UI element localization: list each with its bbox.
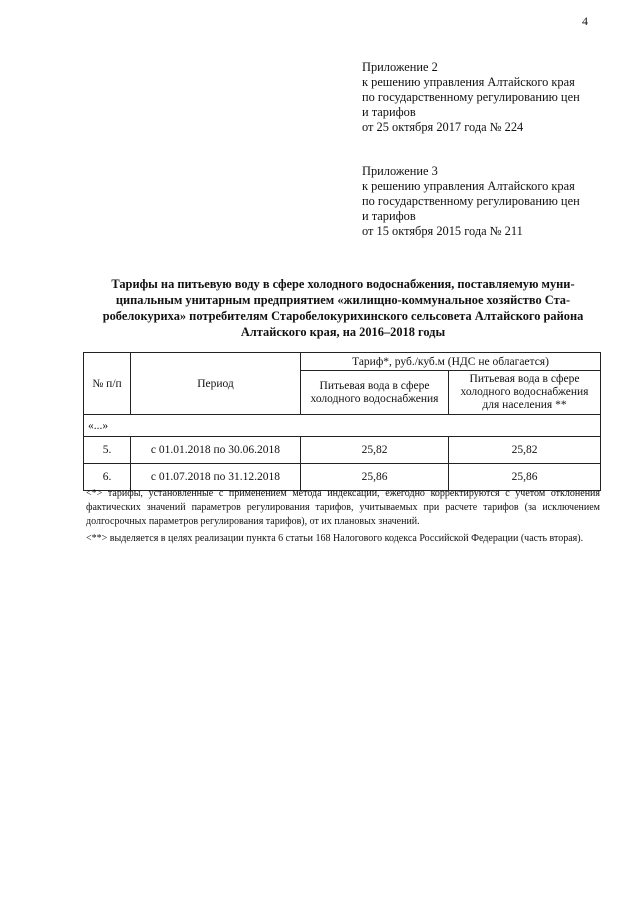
- page-number: 4: [582, 14, 588, 28]
- document-title: [86, 276, 600, 340]
- title-line: Алтайского края, на 2016–2018 годы: [240, 325, 446, 339]
- row-number: 5.: [84, 437, 131, 464]
- appendix-line: к решению управления Алтайского края: [362, 75, 575, 89]
- title-line: робелокуриха» потребителям Старобелокурихинского сельсовета Алтайского района: [102, 309, 584, 323]
- row-tariff: 25,86: [301, 464, 449, 491]
- header-line: холодного водоснабжения: [310, 392, 439, 405]
- appendix-line: и тарифов: [362, 209, 416, 223]
- appendix-line: по государственному регулированию цен: [362, 90, 580, 104]
- appendix-line: и тарифов: [362, 105, 416, 119]
- appendix-title: Приложение 3: [362, 164, 438, 178]
- appendix-date: от 15 октября 2015 года № 211: [362, 224, 523, 238]
- header-number: № п/п: [84, 353, 131, 415]
- row-tariff-population: 25,86: [449, 464, 601, 491]
- header-tariff: Тариф*, руб./куб.м (НДС не облагается): [301, 353, 601, 371]
- row-tariff-population: 25,82: [449, 437, 601, 464]
- appendix-line: к решению управления Алтайского края: [362, 179, 575, 193]
- appendix-title: Приложение 2: [362, 60, 438, 74]
- title-line: Тарифы на питьевую воду в сфере холодного водоснабжения, поставляемую муни-: [111, 277, 575, 291]
- row-number: 6.: [84, 464, 131, 491]
- appendix-2-header: [362, 60, 622, 135]
- header-line: Питьевая вода в сфере: [469, 373, 580, 385]
- header-line: для населения **: [482, 399, 567, 411]
- header-tariff-general: [301, 371, 449, 415]
- ellipsis-row: «...»: [84, 415, 601, 437]
- appendix-date: от 25 октября 2017 года № 224: [362, 120, 524, 134]
- tariff-table: [83, 352, 601, 491]
- row-period: с 01.01.2018 по 30.06.2018: [131, 437, 301, 464]
- row-period: с 01.07.2018 по 31.12.2018: [131, 464, 301, 491]
- header-tariff-population: [449, 371, 601, 415]
- footnotes: [86, 487, 600, 549]
- row-tariff: 25,82: [301, 437, 449, 464]
- table-row: [84, 437, 601, 464]
- footnote-1: <*> тарифы, установленные с применением метода индексации, ежегодно корректируются с учетом отклонения фактических значений параметров регулирования тарифов, учитываемых при расчете тарифов (за исключением долгосрочных параметров регулирования тарифов), от их плановых значений.: [86, 488, 600, 527]
- footnote-2: <**> выделяется в целях реализации пункта 6 статьи 168 Налогового кодекса Российской Федерации (часть вторая).: [86, 533, 584, 544]
- header-line: Питьевая вода в сфере: [319, 379, 430, 392]
- appendix-line: по государственному регулированию цен: [362, 194, 580, 208]
- header-period: Период: [131, 353, 301, 415]
- header-line: холодного водоснабжения: [460, 386, 589, 398]
- title-line: ципальным унитарным предприятием «жилищно-коммунальное хозяйство Ста-: [115, 293, 571, 307]
- appendix-3-header: [362, 164, 622, 239]
